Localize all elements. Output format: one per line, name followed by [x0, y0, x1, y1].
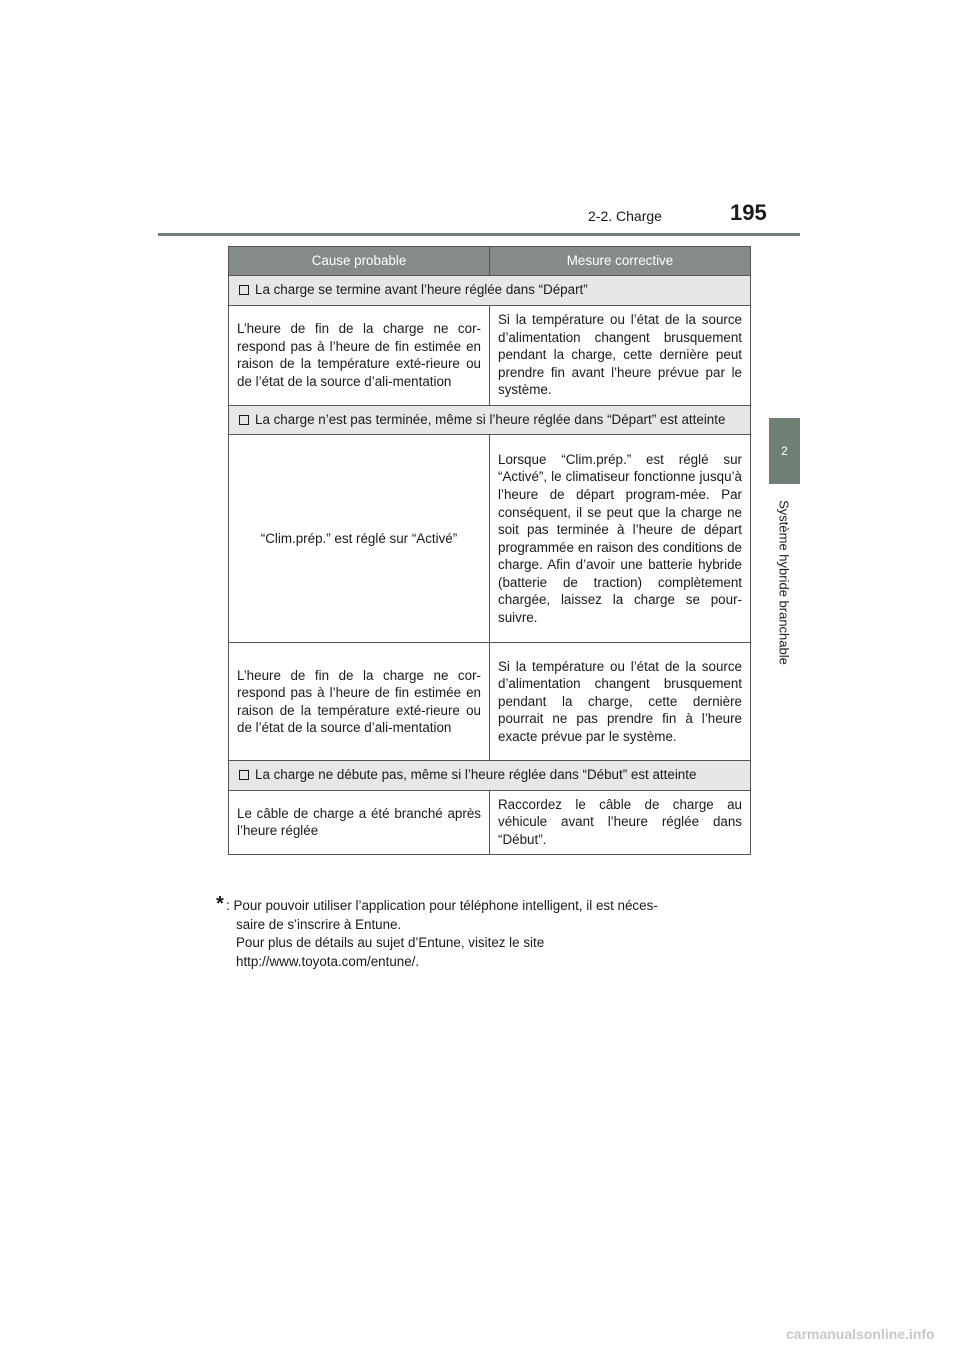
cause-cell: L’heure de fin de la charge ne cor-respond pas à l’heure de fin estimée en raison de la température exté-rieure ou de l’état de la source d’ali-mentation	[229, 305, 490, 405]
group-title: La charge ne débute pas, même si l’heure réglée dans “Début” est atteinte	[255, 767, 697, 783]
group-header	[229, 405, 751, 435]
footnote	[216, 893, 750, 971]
measure-cell: Lorsque “Clim.prép.” est réglé sur “Activé”, le climatiseur fonctionne jusqu’à l’heure de départ program-mée. Par conséquent, il se peut que la charge ne soit pas terminée à l’heure de départ programmée en raison des conditions de charge. Afin d’avoir une batterie hybride (batterie de traction) complètement chargée, laissez la charge se pour-suivre.	[490, 435, 751, 643]
group-header-row	[229, 761, 751, 791]
measure-cell: Si la température ou l’état de la source d’alimentation changent brusquement pendant la charge, cette dernière pourrait ne pas prendre fin à l’heure exacte prévue par le système.	[490, 643, 751, 761]
troubleshooting-table	[228, 246, 751, 855]
group-header	[229, 761, 751, 791]
footnote-link[interactable]: http://www.toyota.com/entune/.	[236, 953, 420, 969]
cause-cell: “Clim.prép.” est réglé sur “Activé”	[229, 435, 490, 643]
footnote-line: : Pour pouvoir utiliser l’application pour téléphone intelligent, il est néces-	[226, 898, 658, 913]
measure-cell: Raccordez le câble de charge au véhicule avant l’heure réglée dans “Début”.	[490, 790, 751, 854]
col-header-measure: Mesure corrective	[490, 247, 751, 276]
table-row	[229, 435, 751, 643]
page-number: 195	[730, 200, 767, 225]
checkbox-icon	[239, 770, 249, 780]
section-title: 2-2. Charge	[588, 208, 662, 224]
table-header-row	[229, 247, 751, 276]
chapter-label-text: Système hybride branchable	[776, 500, 792, 665]
group-header	[229, 276, 751, 306]
group-title: La charge se termine avant l’heure réglée dans “Départ”	[255, 282, 588, 297]
table-row	[229, 305, 751, 405]
checkbox-icon	[239, 285, 249, 295]
col-header-cause: Cause probable	[229, 247, 490, 276]
footnote-marker: *	[216, 893, 224, 915]
table-row	[229, 643, 751, 761]
group-header-row	[229, 276, 751, 306]
cause-cell: Le câble de charge a été branché après l’heure réglée	[229, 790, 490, 854]
measure-cell: Si la température ou l’état de la source d’alimentation changent brusquement pendant la charge, cette dernière peut prendre fin avant l’heure prévue par le système.	[490, 305, 751, 405]
footnote-line: saire de s’inscrire à Entune.	[236, 916, 402, 932]
header-rule	[158, 233, 800, 236]
table-row	[229, 790, 751, 854]
group-header-row	[229, 405, 751, 435]
footnote-line: Pour plus de détails au sujet d’Entune, visitez le site	[236, 935, 545, 950]
checkbox-icon	[239, 415, 249, 425]
group-title: La charge n’est pas terminée, même si l’heure réglée dans “Départ” est atteinte	[255, 411, 726, 427]
chapter-tab: 2	[769, 418, 800, 484]
cause-cell: L’heure de fin de la charge ne cor-respond pas à l’heure de fin estimée en raison de la température exté-rieure ou de l’état de la source d’ali-mentation	[229, 643, 490, 761]
watermark: carmanualsonline.info	[786, 1326, 935, 1342]
